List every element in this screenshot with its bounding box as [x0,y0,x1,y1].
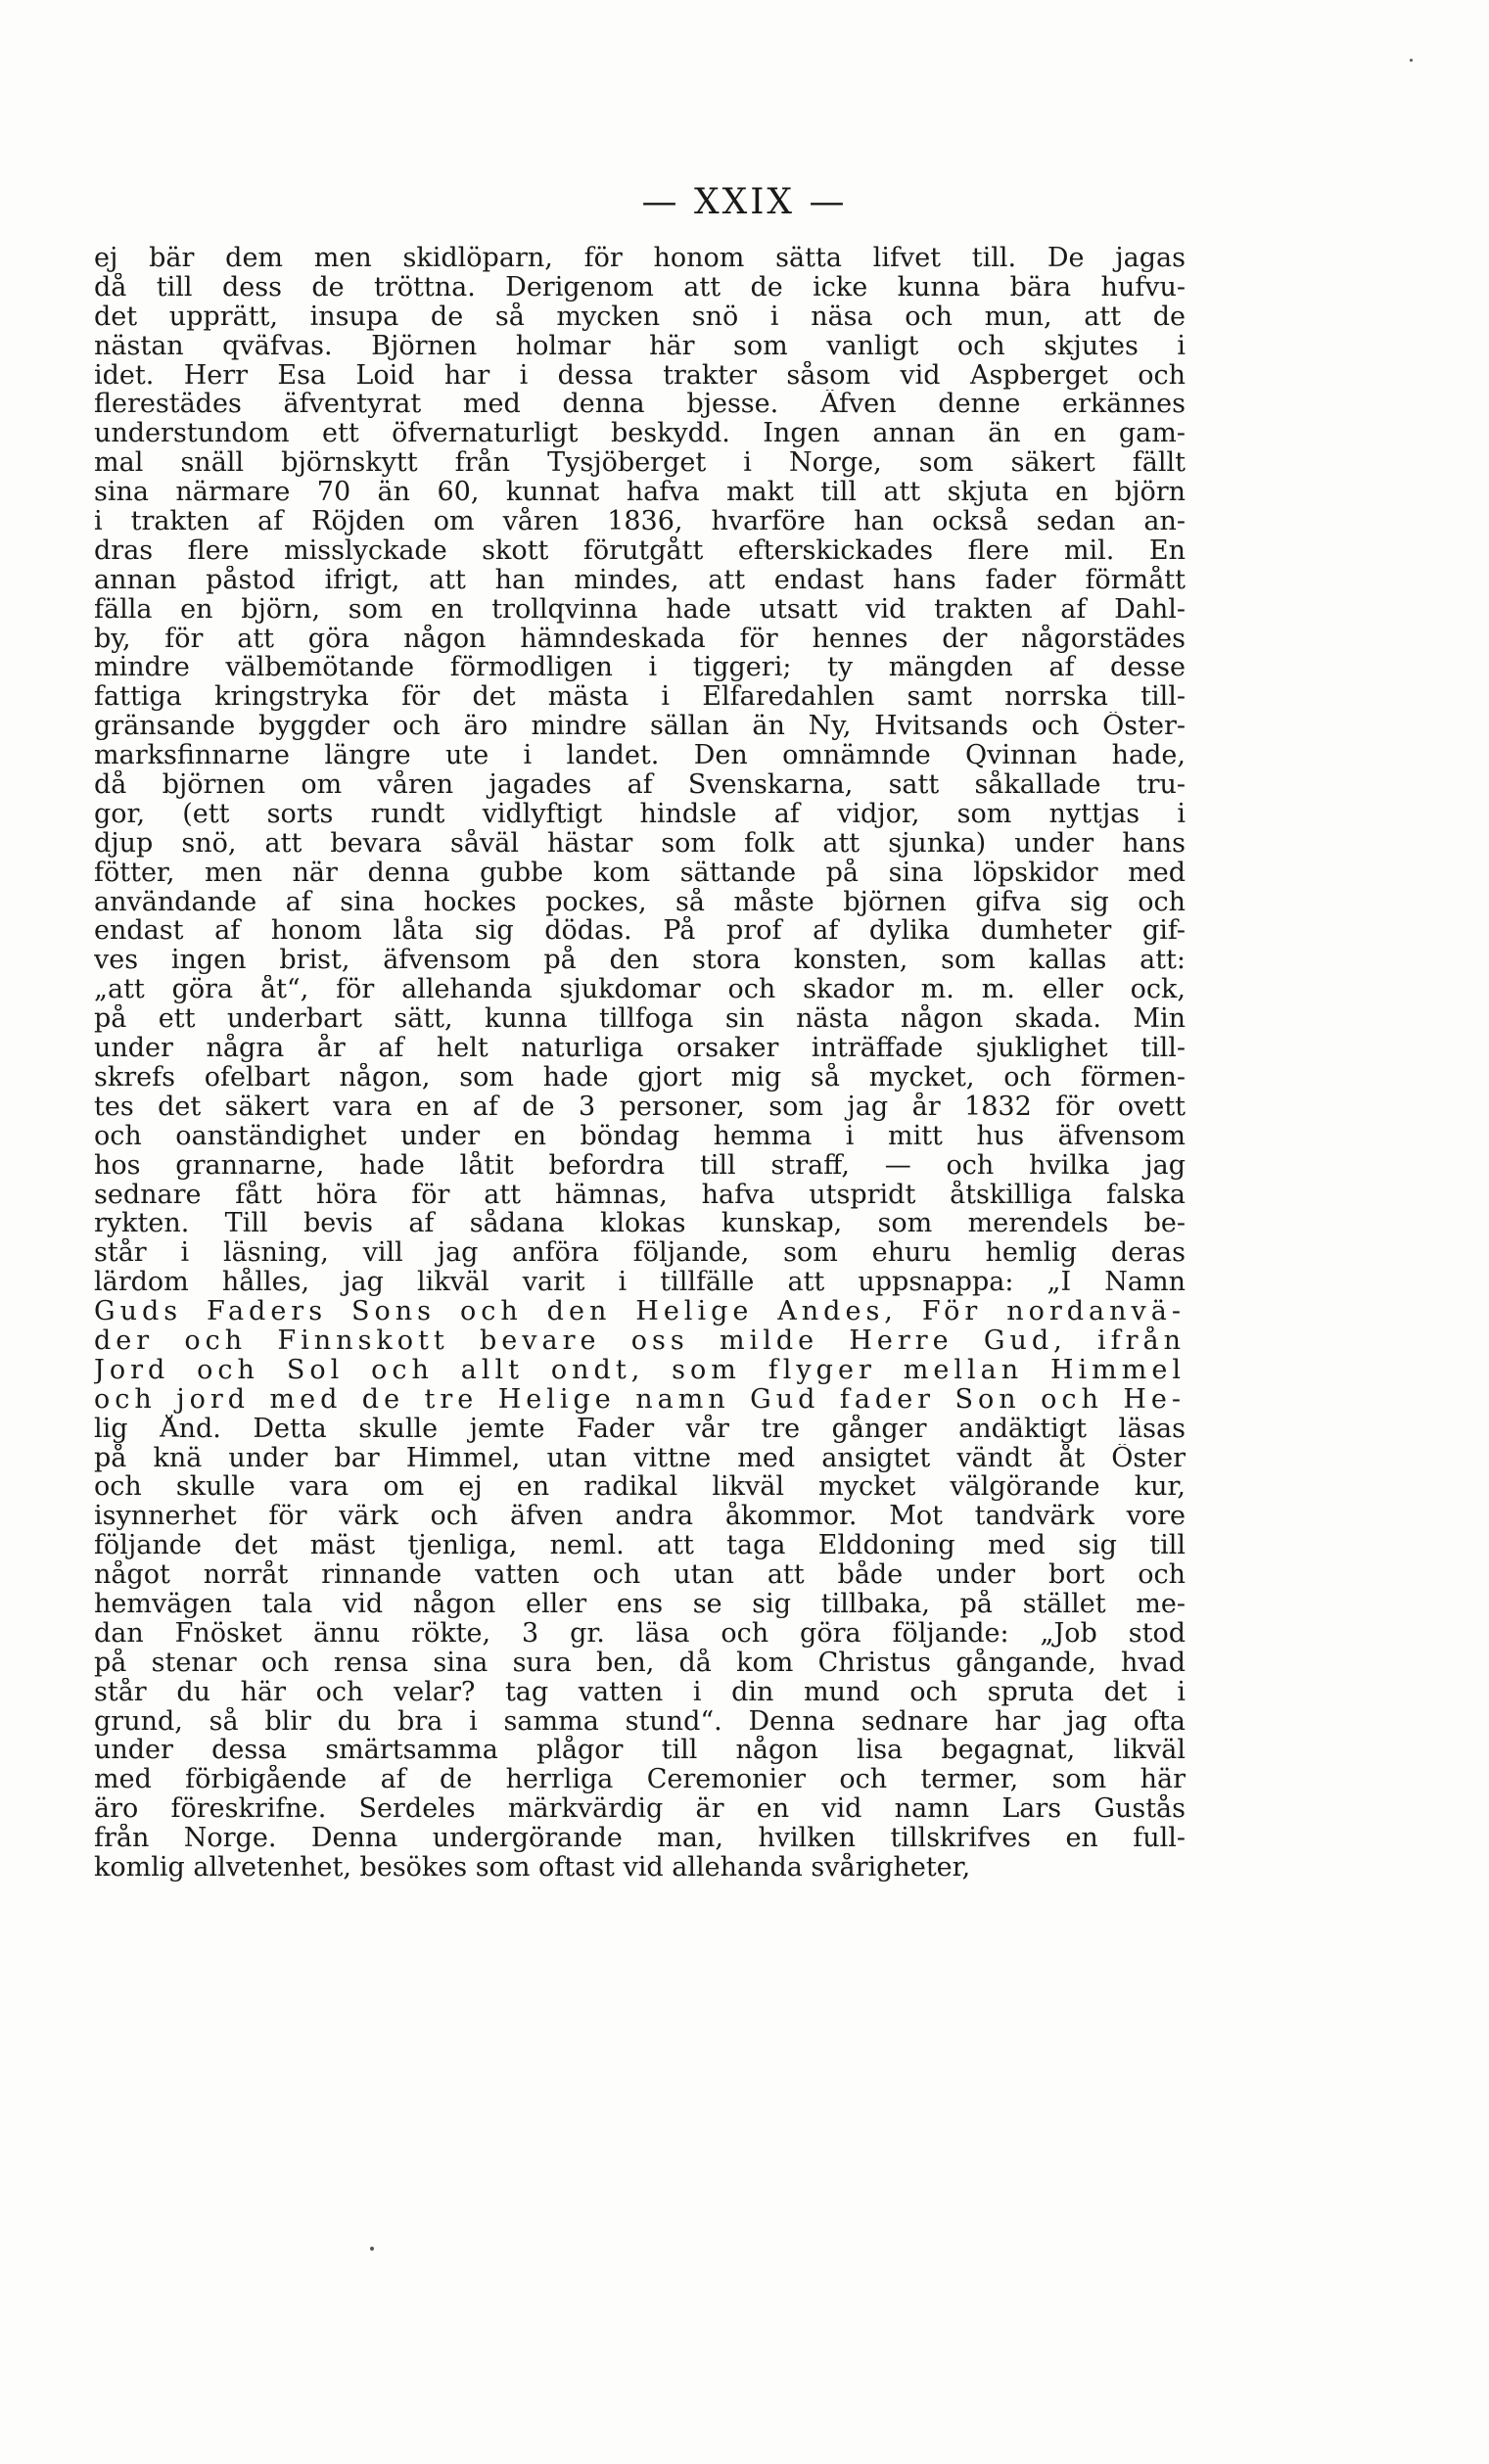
text-line-prayer: Jord och Sol och allt ondt, som flyger mellan Himmel [94,1355,1186,1385]
body-text [94,244,1186,1883]
text-line: på stenar och rensa sina sura ben, då kom Christus gångande, hvad [94,1648,1186,1678]
text-line: flerestädes äfventyrat med denna bjesse. Äfven denne erkännes [94,390,1186,420]
text-line: nästan qväfvas. Björnen holmar här som vanligt och skjutes i [94,331,1186,361]
text-line: rykten. Till bevis af sådana klokas kunskap, som merendels be- [94,1209,1186,1239]
text-line: hemvägen tala vid någon eller ens se sig tillbaka, på stället me- [94,1589,1186,1619]
text-line: fälla en björn, som en trollqvinna hade utsatt vid trakten af Dahl- [94,594,1186,625]
page-header: — XXIX — [641,182,848,222]
text-line: „att göra åt“, för allehanda sjukdomar och skador m. m. eller ock, [94,975,1186,1005]
text-line: under några år af helt naturliga orsaker inträffade sjuklighet till- [94,1034,1186,1063]
scan-speck [1410,59,1413,62]
text-line: och skulle vara om ej en radikal likväl mycket välgörande kur, [94,1472,1186,1503]
text-line: dan Fnösket ännu rökte, 3 gr. läsa och göra följande: „Job stod [94,1618,1186,1649]
text-line: ej bär dem men skidlöparn, för honom sätta lifvet till. De jagas [94,244,1186,273]
text-line: idet. Herr Esa Loid har i dessa trakter såsom vid Aspberget och [94,360,1186,391]
text-line: följande det mäst tjenliga, neml. att taga Elddoning med sig till [94,1531,1186,1561]
text-line: då till dess de tröttna. Derigenom att de icke kunna bära hufvu- [94,272,1186,302]
text-line: från Norge. Denna undergörande man, hvilken tillskrifves en full- [94,1824,1186,1853]
text-line: fötter, men när denna gubbe kom sättande på sina löpskidor med [94,858,1186,888]
text-line: isynnerhet för värk och äfven andra åkommor. Mot tandvärk vore [94,1502,1186,1532]
text-line: by, för att göra någon hämndeskada för hennes der någorstädes [94,624,1186,654]
text-line: understundom ett öfvernaturligt beskydd. Ingen annan än en gam- [94,419,1186,449]
text-line: mindre välbemötande förmodligen i tiggeri; ty mängden af desse [94,653,1186,683]
text-line: på ett underbart sätt, kunna tillfoga sin nästa någon skada. Min [94,1004,1186,1035]
text-line: något norråt rinnande vatten och utan att både under bort och [94,1560,1186,1590]
text-line: fattiga kringstryka för det mästa i Elfaredahlen samt norrska till- [94,682,1186,713]
text-line: sina närmare 70 än 60, kunnat hafva makt till att skjuta en björn [94,478,1186,508]
text-line: står i läsning, vill jag anföra följande, som ehuru hemlig deras [94,1238,1186,1269]
text-line: lärdom hålles, jag likväl varit i tillfälle att uppsnappa: „I Namn [94,1268,1186,1298]
scan-speck [370,2247,374,2251]
text-line: annan påstod ifrigt, att han mindes, att endast hans fader förmått [94,565,1186,595]
text-line: med förbigående af de herrliga Ceremonier och termer, som här [94,1765,1186,1795]
text-line: skrefs ofelbart någon, som hade gjort mig så mycket, och förmen- [94,1062,1186,1093]
text-line: det upprätt, insupa de så mycken snö i näsa och mun, att de [94,302,1186,332]
text-line: användande af sina hockes pockes, så måste björnen gifva sig och [94,887,1186,917]
text-line: sednare fått höra för att hämnas, hafva utspridt åtskilliga falska [94,1180,1186,1210]
text-line: i trakten af Röjden om våren 1836, hvarföre han också sedan an- [94,507,1186,536]
text-line: äro föreskrifne. Serdeles märkvärdig är en vid namn Lars Gustås [94,1794,1186,1825]
text-line-prayer: och jord med de tre Helige namn Gud fader Son och He- [94,1384,1186,1415]
text-line: gränsande byggder och äro mindre sällan än Ny, Hvitsands och Öster- [94,712,1186,742]
text-line: under dessa smärtsamma plågor till någon lisa begagnat, likväl [94,1736,1186,1766]
text-line: tes det säkert vara en af de 3 personer, som jag år 1832 för ovett [94,1092,1186,1122]
text-line-prayer: der och Finnskott bevare oss milde Herre Gud, ifrån [94,1325,1186,1356]
text-line: marksfinnarne längre ute i landet. Den omnämnde Qvinnan hade, [94,741,1186,771]
text-line: lig Ånd. Detta skulle jemte Fader vår tre gånger andäktigt läsas [94,1414,1186,1444]
text-line-prayer: Guds Faders Sons och den Helige Andes, För nordanvä- [94,1297,1186,1326]
text-line: grund, så blir du bra i samma stund“. Denna sednare har jag ofta [94,1706,1186,1737]
text-line: och oanständighet under en böndag hemma i mitt hus äfvensom [94,1121,1186,1151]
text-line: djup snö, att bevara såväl hästar som folk att sjunka) under hans [94,828,1186,859]
text-line: på knä under bar Himmel, utan vittne med ansigtet vändt åt Öster [94,1443,1186,1473]
text-line: dras flere misslyckade skott förutgått efterskickades flere mil. En [94,535,1186,566]
text-line: gor, (ett sorts rundt vidlyftigt hindsle af vidjor, som nyttjas i [94,799,1186,829]
text-line: komlig allvetenhet, besökes som oftast vid allehanda svårigheter, [94,1852,971,1883]
text-line: då björnen om våren jagades af Svenskarna, satt såkallade tru- [94,770,1186,800]
text-line: står du här och velar? tag vatten i din mund och spruta det i [94,1677,1186,1707]
text-line: hos grannarne, hade låtit befordra till straff, — och hvilka jag [94,1150,1186,1181]
text-line: mal snäll björnskytt från Tysjöberget i Norge, som säkert fällt [94,448,1186,479]
text-line: ves ingen brist, äfvensom på den stora konsten, som kallas att: [94,946,1186,976]
text-line: endast af honom låta sig dödas. På prof af dylika dumheter gif- [94,916,1186,947]
